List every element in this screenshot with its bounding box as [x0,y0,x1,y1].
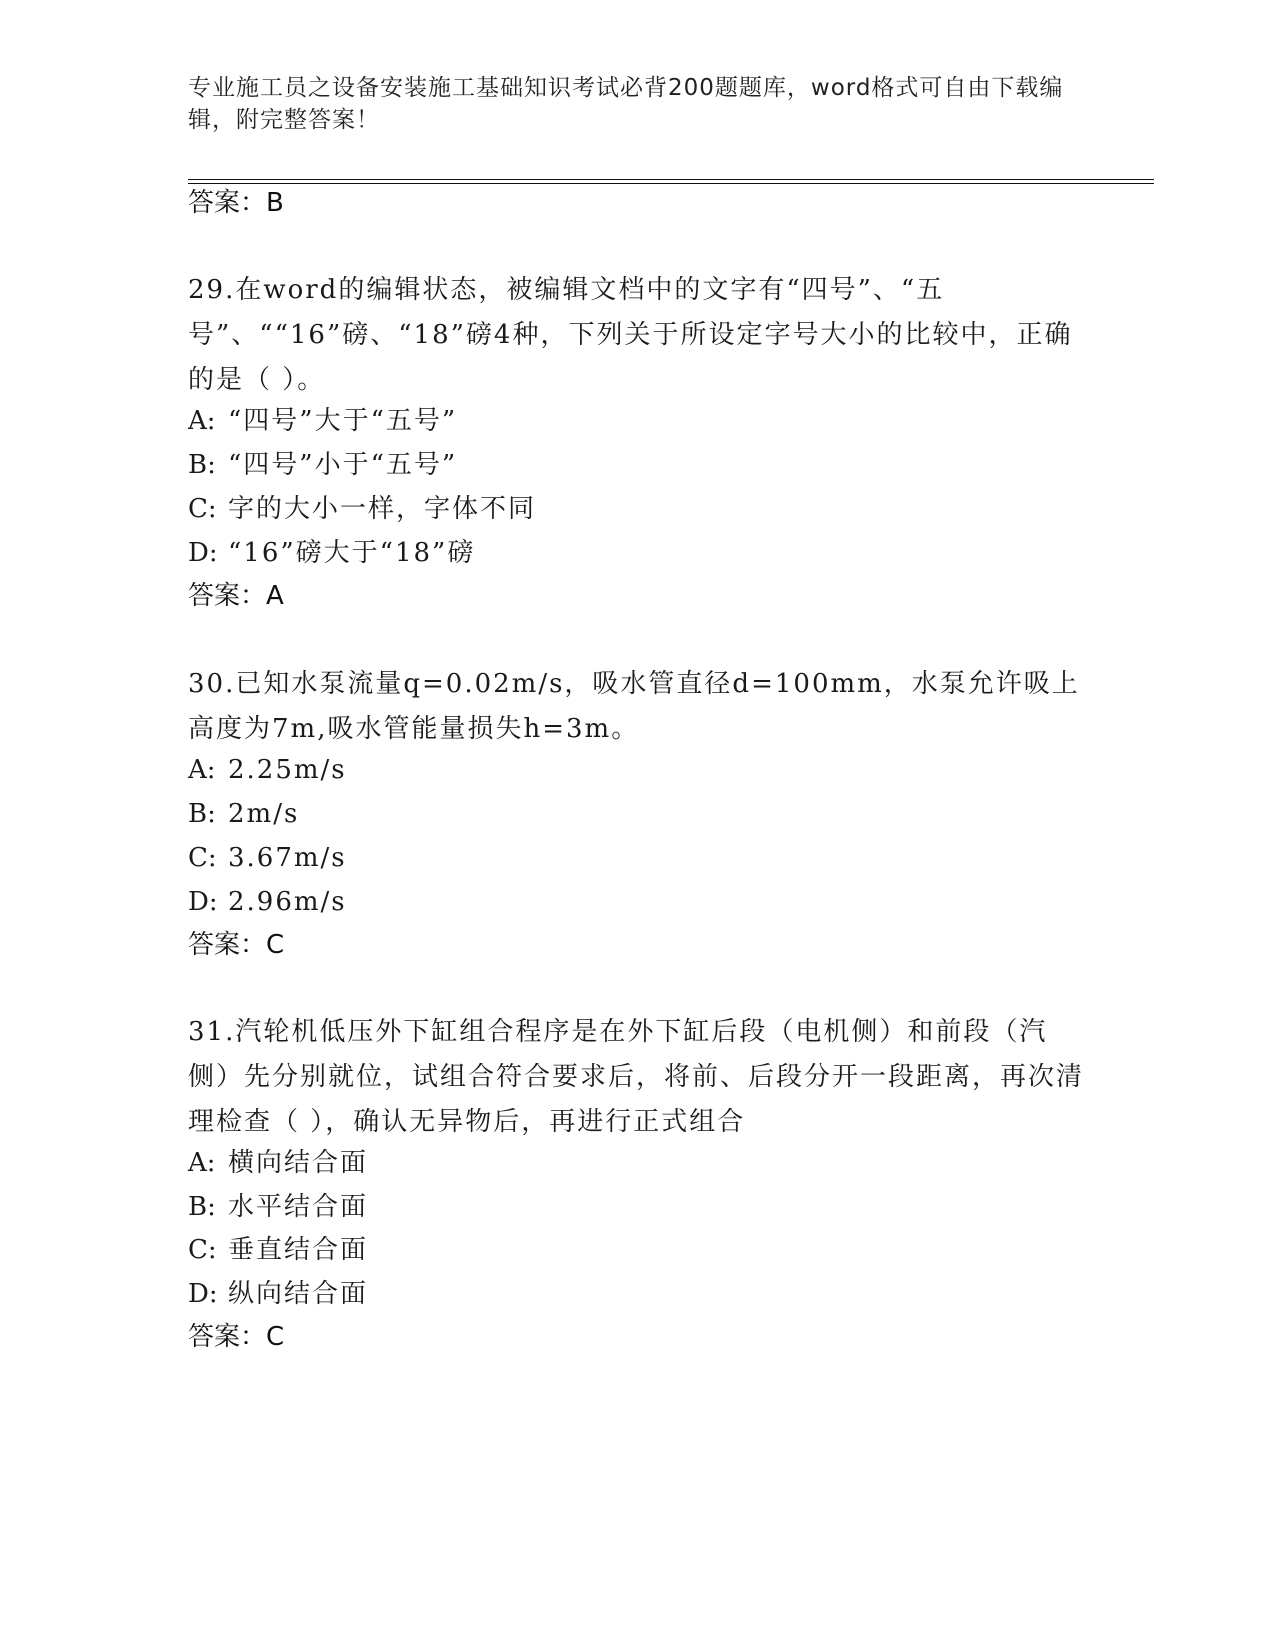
option-label: C: [188,1235,217,1265]
question-31-option-a [188,1146,368,1180]
option-label: C: [188,843,217,873]
option-text: 纵向结合面 [228,1279,369,1309]
question-31-option-d [188,1277,368,1311]
option-label: C: [188,494,217,524]
option-text: 水平结合面 [228,1192,369,1222]
previous-answer: 答案：B [188,188,284,218]
question-31-text: 31.汽轮机低压外下缸组合程序是在外下缸后段（电机侧）和前段（汽侧）先分别就位，试组合符合要求后，将前、后段分开一段距离，再次清理检查（ ），确认无异物后，再进行正式组合 [188,1017,1085,1137]
option-text: “四号”小于“五号” [228,450,458,480]
question-30-option-a [188,753,347,787]
question-29-text: 29.在word的编辑状态，被编辑文档中的文字有“四号”、“五号”、““16”磅、“18”磅4种，下列关于所设定字号大小的比较中，正确的是（ ）。 [188,275,1073,395]
option-label: A: [188,406,216,436]
question-31-option-b [188,1190,368,1224]
option-label: D: [188,538,218,568]
option-text: 横向结合面 [228,1148,369,1178]
option-text: 2m/s [228,799,300,829]
option-text: 垂直结合面 [228,1235,369,1265]
question-30-option-d [188,885,347,919]
header-divider-bottom [188,183,1154,184]
option-text: “四号”大于“五号” [228,406,458,436]
question-29-option-d [188,536,475,570]
question-31-option-c [188,1233,368,1267]
option-label: D: [188,1279,218,1309]
header-divider-top [188,179,1154,180]
option-text: 2.25m/s [228,755,347,785]
question-30-option-c [188,841,347,875]
question-29-option-b [188,448,457,482]
question-29-option-c [188,492,536,526]
question-30-answer: 答案：C [188,930,285,960]
option-label: A: [188,755,216,785]
option-label: B: [188,799,216,829]
option-text: “16”磅大于“18”磅 [228,538,476,568]
question-30-option-b [188,797,299,831]
option-label: A: [188,1148,216,1178]
document-header: 专业施工员之设备安装施工基础知识考试必背200题题库，word格式可自由下载编辑，附完整答案！ [188,75,1064,133]
option-label: B: [188,450,216,480]
question-31-answer: 答案：C [188,1322,285,1352]
option-label: B: [188,1192,216,1222]
option-label: D: [188,887,218,917]
option-text: 2.96m/s [228,887,347,917]
question-29-option-a [188,404,457,438]
option-text: 3.67m/s [228,843,347,873]
question-30-text: 30.已知水泵流量q=0.02m/s，吸水管直径d=100mm，水泵允许吸上高度为7m,吸水管能量损失h=3m。 [188,669,1080,744]
option-text: 字的大小一样，字体不同 [228,494,537,524]
question-29-answer: 答案：A [188,581,284,611]
